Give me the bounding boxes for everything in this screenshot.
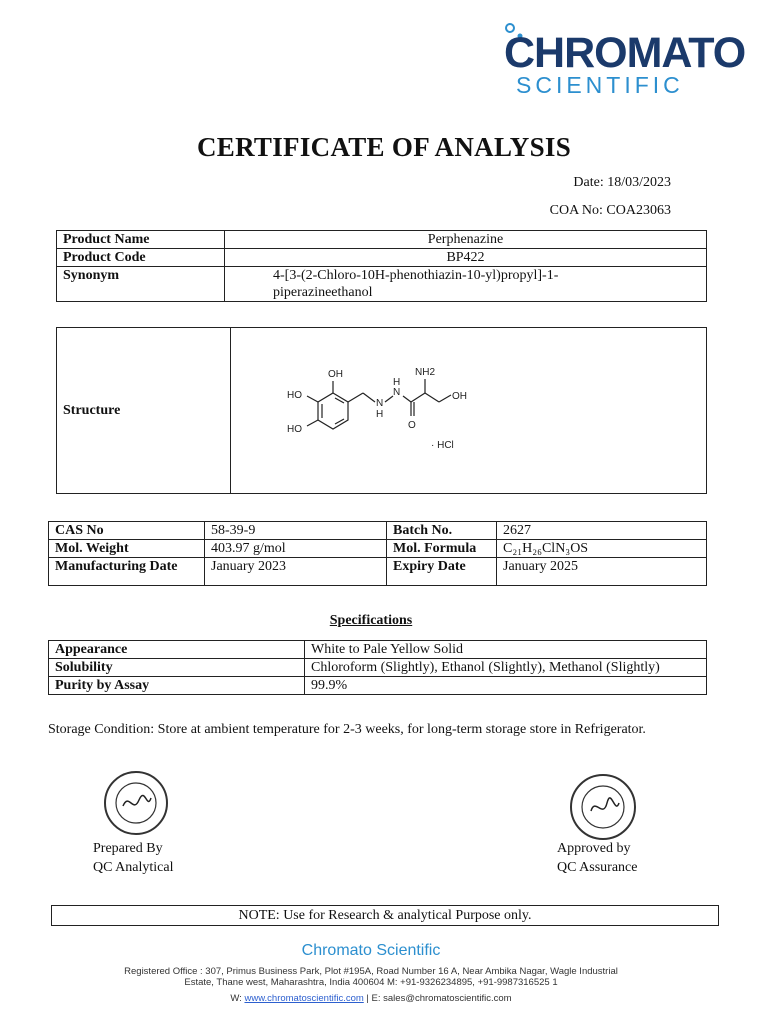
product-code-value: BP422: [225, 249, 707, 267]
structure-table: [56, 327, 707, 494]
table-row: [57, 249, 707, 267]
issue-date: Date: 18/03/2023: [573, 175, 671, 190]
table-row: [57, 267, 707, 302]
mfg-date-value: January 2023: [205, 558, 387, 586]
logo-wordmark-top: CHROMATO: [504, 29, 746, 77]
label-h2: H: [393, 377, 401, 388]
cas-label: CAS No: [49, 522, 205, 540]
footer-address-1: Registered Office : 307, Primus Business Park, Plot #195A, Road Number 16 A, Near Ambika Nagar, Wagle Industrial: [124, 966, 618, 977]
purity-label: Purity by Assay: [49, 677, 305, 695]
table-row: [49, 641, 707, 659]
label-n1: N: [376, 398, 384, 409]
table-row: [49, 558, 707, 586]
batch-label: Batch No.: [387, 522, 497, 540]
appearance-label: Appearance: [49, 641, 305, 659]
solubility-value: Chloroform (Slightly), Ethanol (Slightly), Methanol (Slightly): [305, 659, 707, 677]
prepared-by-label: Prepared By: [93, 841, 163, 856]
research-note: NOTE: Use for Research & analytical Purpose only.: [51, 905, 719, 926]
table-row: [49, 522, 707, 540]
table-row: [57, 231, 707, 249]
company-logo: [490, 20, 746, 100]
label-ho-mid: HO: [287, 390, 302, 401]
batch-value: 2627: [497, 522, 707, 540]
approved-by-dept: QC Assurance: [557, 860, 638, 875]
approved-stamp-icon: [569, 773, 637, 841]
cas-value: 58-39-9: [205, 522, 387, 540]
footer-address-2: Estate, Thane west, Maharashtra, India 400604 M: +91-9326234895, +91-9987316525 1: [184, 977, 558, 988]
product-code-label: Product Code: [57, 249, 225, 267]
approved-by: [557, 839, 638, 877]
product-table: [56, 230, 707, 302]
label-ho-bottom: HO: [287, 424, 302, 435]
structure-cell: [231, 328, 707, 494]
label-nh2: NH2: [415, 367, 436, 378]
approved-by-label: Approved by: [557, 841, 631, 856]
prepared-by: [93, 839, 174, 877]
synonym-value: [225, 267, 707, 302]
web-prefix: W:: [230, 993, 245, 1004]
label-o: O: [408, 420, 416, 431]
expiry-date-label: Expiry Date: [387, 558, 497, 586]
table-row: [49, 677, 707, 695]
product-name-value: Perphenazine: [225, 231, 707, 249]
structure-label: Structure: [57, 328, 231, 494]
table-row: [49, 659, 707, 677]
label-h1: H: [376, 409, 384, 420]
label-hcl: · HCl: [431, 440, 454, 451]
label-n2: N: [393, 387, 401, 398]
details-table: [48, 521, 707, 586]
prepared-stamp-icon: [103, 770, 169, 836]
purity-value: 99.9%: [305, 677, 707, 695]
specifications-table: [48, 640, 707, 695]
mol-formula-label: Mol. Formula: [387, 540, 497, 558]
footer-contact: [0, 993, 742, 1004]
logo-wordmark-bottom: SCIENTIFIC: [516, 72, 684, 98]
chemical-structure-image: [283, 348, 533, 478]
website-link[interactable]: www.chromatoscientific.com: [244, 993, 364, 1004]
specifications-heading: Specifications: [329, 613, 413, 628]
synonym-line-1: 4-[3-(2-Chloro-10H-phenothiazin-10-yl)propyl]-1-: [273, 268, 559, 283]
label-oh-right: OH: [452, 391, 467, 402]
appearance-value: White to Pale Yellow Solid: [305, 641, 707, 659]
product-name-label: Product Name: [57, 231, 225, 249]
table-row: [49, 540, 707, 558]
mol-weight-value: 403.97 g/mol: [205, 540, 387, 558]
email-text: | E: sales@chromatoscientific.com: [363, 993, 512, 1004]
mfg-date-label: Manufacturing Date: [49, 558, 205, 586]
coa-number: COA No: COA23063: [549, 203, 671, 218]
synonym-line-2: piperazineethanol: [273, 285, 373, 300]
mol-weight-label: Mol. Weight: [49, 540, 205, 558]
mol-formula-value: C₂₁H₂₆ClN₃OS: [497, 540, 707, 558]
prepared-by-dept: QC Analytical: [93, 860, 174, 875]
synonym-label: Synonym: [57, 267, 225, 302]
footer-brand: Chromato Scientific: [301, 942, 441, 959]
solubility-label: Solubility: [49, 659, 305, 677]
expiry-date-value: January 2025: [497, 558, 707, 586]
storage-condition: Storage Condition: Store at ambient temperature for 2-3 weeks, for long-term storage store in Refrigerator.: [48, 722, 646, 737]
document-title: CERTIFICATE OF ANALYSIS: [196, 132, 572, 162]
label-oh-top: OH: [328, 369, 343, 380]
